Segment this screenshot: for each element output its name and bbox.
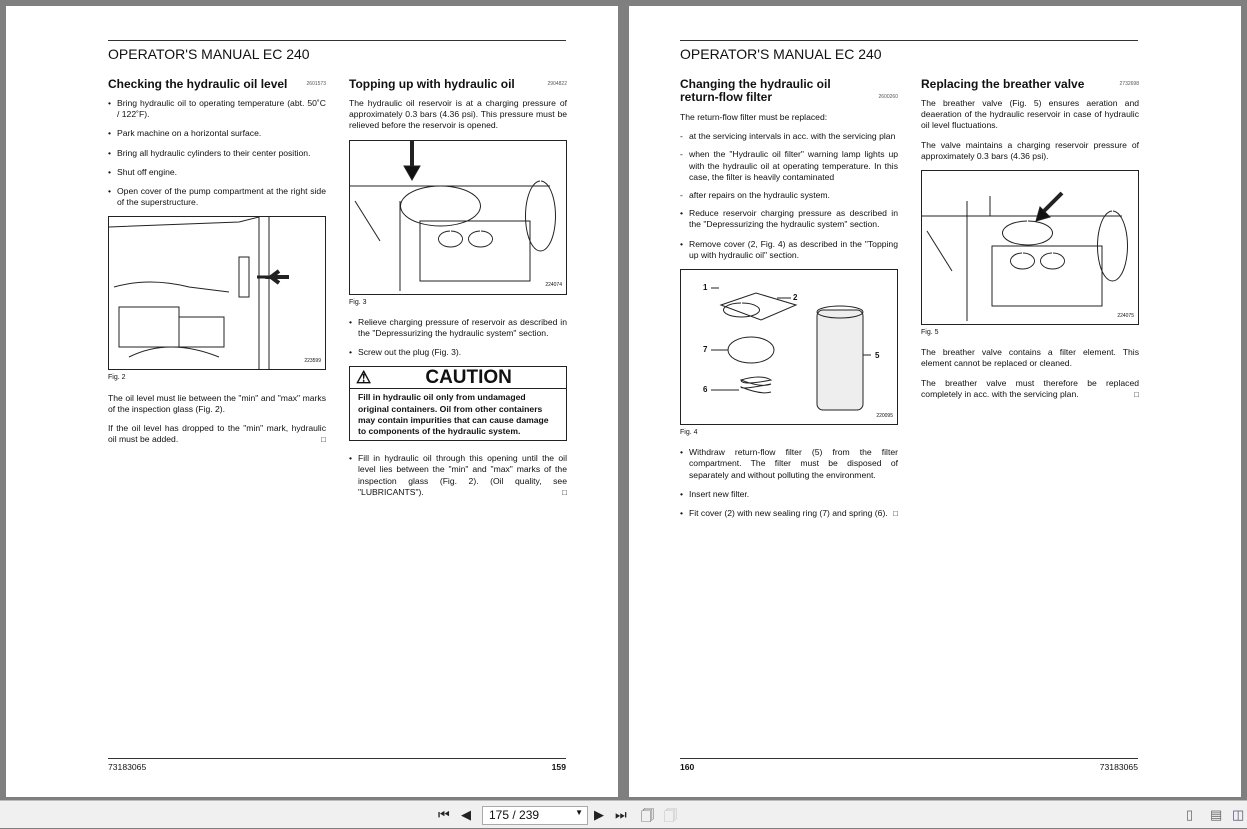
callout-1: 1: [703, 283, 708, 293]
copy-page-icon[interactable]: 🗍: [664, 808, 677, 823]
continuous-view-icon[interactable]: ▤: [1210, 807, 1223, 822]
rotate-page-icon[interactable]: 🗍: [641, 808, 654, 823]
bullet: • Remove cover (2, Fig. 4) as described in the "Topping up with hydraulic oil" section.: [680, 239, 898, 261]
section-title: Replacing the breather valve: [921, 77, 1085, 91]
dash-item: - at the servicing intervals in acc. with the servicing plan: [680, 131, 898, 142]
figure-5-illustration: [921, 170, 1139, 325]
callout-7: 7: [703, 345, 708, 355]
section-breather-valve: [921, 78, 1139, 408]
bullet: • Park machine on a horizontal surface.: [108, 128, 326, 139]
page-number: 159: [551, 762, 566, 772]
figure-label: Fig. 2: [108, 374, 126, 382]
figure-code: 224074: [545, 282, 562, 289]
warning-triangle-icon: ⚠: [356, 368, 372, 388]
page-header: OPERATOR'S MANUAL EC 240: [680, 40, 1138, 62]
page-number-input[interactable]: [482, 806, 588, 825]
section-title: Topping up with hydraulic oil: [349, 77, 515, 91]
section-code: 2904822: [547, 81, 567, 87]
section-title: Changing the hydraulic oil return-flow filter: [680, 77, 831, 104]
caution-title: CAUTION: [425, 367, 512, 389]
figure-3-illustration: [349, 140, 567, 295]
paragraph: The breather valve contains a filter element. This element cannot be replaced or cleaned.: [921, 347, 1139, 369]
page-159: [6, 6, 618, 797]
dash-item: - after repairs on the hydraulic system.: [680, 190, 898, 201]
bullet: • Reduce reservoir charging pressure as described in the "Depressurizing the hydraulic system" section.: [680, 208, 898, 230]
bullet: • Withdraw return-flow filter (5) from the filter compartment. The filter must be disposed of separately and without polluting the environment.: [680, 447, 898, 481]
section-title: Checking the hydraulic oil level: [108, 77, 288, 91]
page-footer: [680, 758, 1138, 772]
end-mark-icon: □: [893, 509, 898, 519]
viewer-toolbar: [0, 800, 1247, 828]
bullet: • Bring all hydraulic cylinders to their center position.: [108, 148, 326, 159]
section-code: 2600260: [878, 94, 898, 100]
end-mark-icon: □: [1134, 389, 1139, 399]
figure-label: Fig. 3: [349, 298, 367, 306]
last-page-icon[interactable]: ⏭: [615, 807, 627, 822]
paragraph: The breather valve (Fig. 5) ensures aeration and deaeration of the hydraulic reservoir in case of hydraulic oil level fluctuations.: [921, 98, 1139, 131]
section-code: 2732698: [1119, 81, 1139, 87]
figure-4-exploded-diagram: [680, 269, 898, 425]
dash-item: - when the "Hydraulic oil filter" warning lamp lights up with the hydraulic oil at operating temperature. In this case, the filter is heavily contaminated: [680, 149, 898, 183]
page-160: [629, 6, 1241, 797]
first-page-icon[interactable]: ⏮: [438, 807, 450, 822]
dropdown-arrow-icon[interactable]: ▼: [575, 808, 583, 817]
bullet: Fill in hydraulic oil through this opening until the oil level lies between the "min" and "max" marks of the inspection glass (Fig. 2). (Oil quality, see "LUBRICANTS").: [358, 453, 567, 497]
paragraph: The valve maintains a charging reservoir pressure of approximately 0.3 bars (4.36 psi).: [921, 139, 1139, 161]
caution-text: Fill in hydraulic oil only from undamaged original containers. Oil from other containers may contain impurities that can cause damage to components of the hydraulic system.: [358, 392, 549, 437]
callout-6: 6: [703, 385, 708, 395]
page-indicator: 175 / 239: [489, 808, 540, 822]
section-topping-up: [349, 78, 567, 506]
paragraph: The oil level must lie between the "min" and "max" marks of the inspection glass (Fig. 2).: [108, 392, 326, 414]
callout-2: 2: [793, 293, 798, 303]
end-mark-icon: □: [562, 487, 567, 497]
bullet: • Bring hydraulic oil to operating temperature (abt. 50˚C / 122˚F).: [108, 98, 326, 120]
callout-5: 5: [875, 351, 880, 361]
single-page-view-icon[interactable]: ▯: [1186, 807, 1194, 822]
caution-box: [349, 366, 567, 441]
section-return-flow-filter: [680, 78, 898, 527]
paragraph: The return-flow filter must be replaced:: [680, 112, 828, 122]
next-page-icon[interactable]: ▶: [594, 807, 604, 822]
document-number: 73183065: [1099, 762, 1138, 772]
bullet: • Screw out the plug (Fig. 3).: [349, 347, 567, 358]
figure-label: Fig. 5: [921, 329, 939, 337]
page-number: 160: [680, 762, 695, 772]
previous-page-icon[interactable]: ◀: [461, 807, 471, 822]
bullet: • Insert new filter.: [680, 489, 898, 500]
bullet: • Relieve charging pressure of reservoir as described in the "Depressurizing the hydraulic system" section.: [349, 317, 567, 339]
section-code: 2601573: [306, 81, 326, 87]
figure-label: Fig. 4: [680, 429, 698, 437]
figure-code: 220095: [876, 412, 893, 419]
page-header: OPERATOR'S MANUAL EC 240: [108, 40, 566, 62]
bullet: Fit cover (2) with new sealing ring (7) and spring (6).: [689, 508, 888, 519]
figure-code: 224075: [1117, 312, 1134, 319]
bullet: • Shut off engine.: [108, 167, 326, 178]
paragraph: The hydraulic oil reservoir is at a charging pressure of approximately 0.3 bars (4.36 psi). This pressure must be relieved before the reservoir is opened.: [349, 98, 567, 131]
figure-2-illustration: [108, 216, 326, 370]
paragraph: The breather valve must therefore be replaced completely in acc. with the servicing plan.: [921, 377, 1139, 399]
paragraph: If the oil level has dropped to the "min" mark, hydraulic oil must be added.: [108, 423, 326, 445]
facing-view-icon[interactable]: ◫: [1232, 807, 1245, 822]
page-footer: [108, 758, 566, 772]
section-checking-oil-level: [108, 78, 326, 453]
document-number: 73183065: [108, 762, 147, 772]
end-mark-icon: □: [321, 435, 326, 445]
bullet: • Open cover of the pump compartment at the right side of the superstructure.: [108, 186, 326, 208]
figure-code: 223599: [304, 358, 321, 365]
